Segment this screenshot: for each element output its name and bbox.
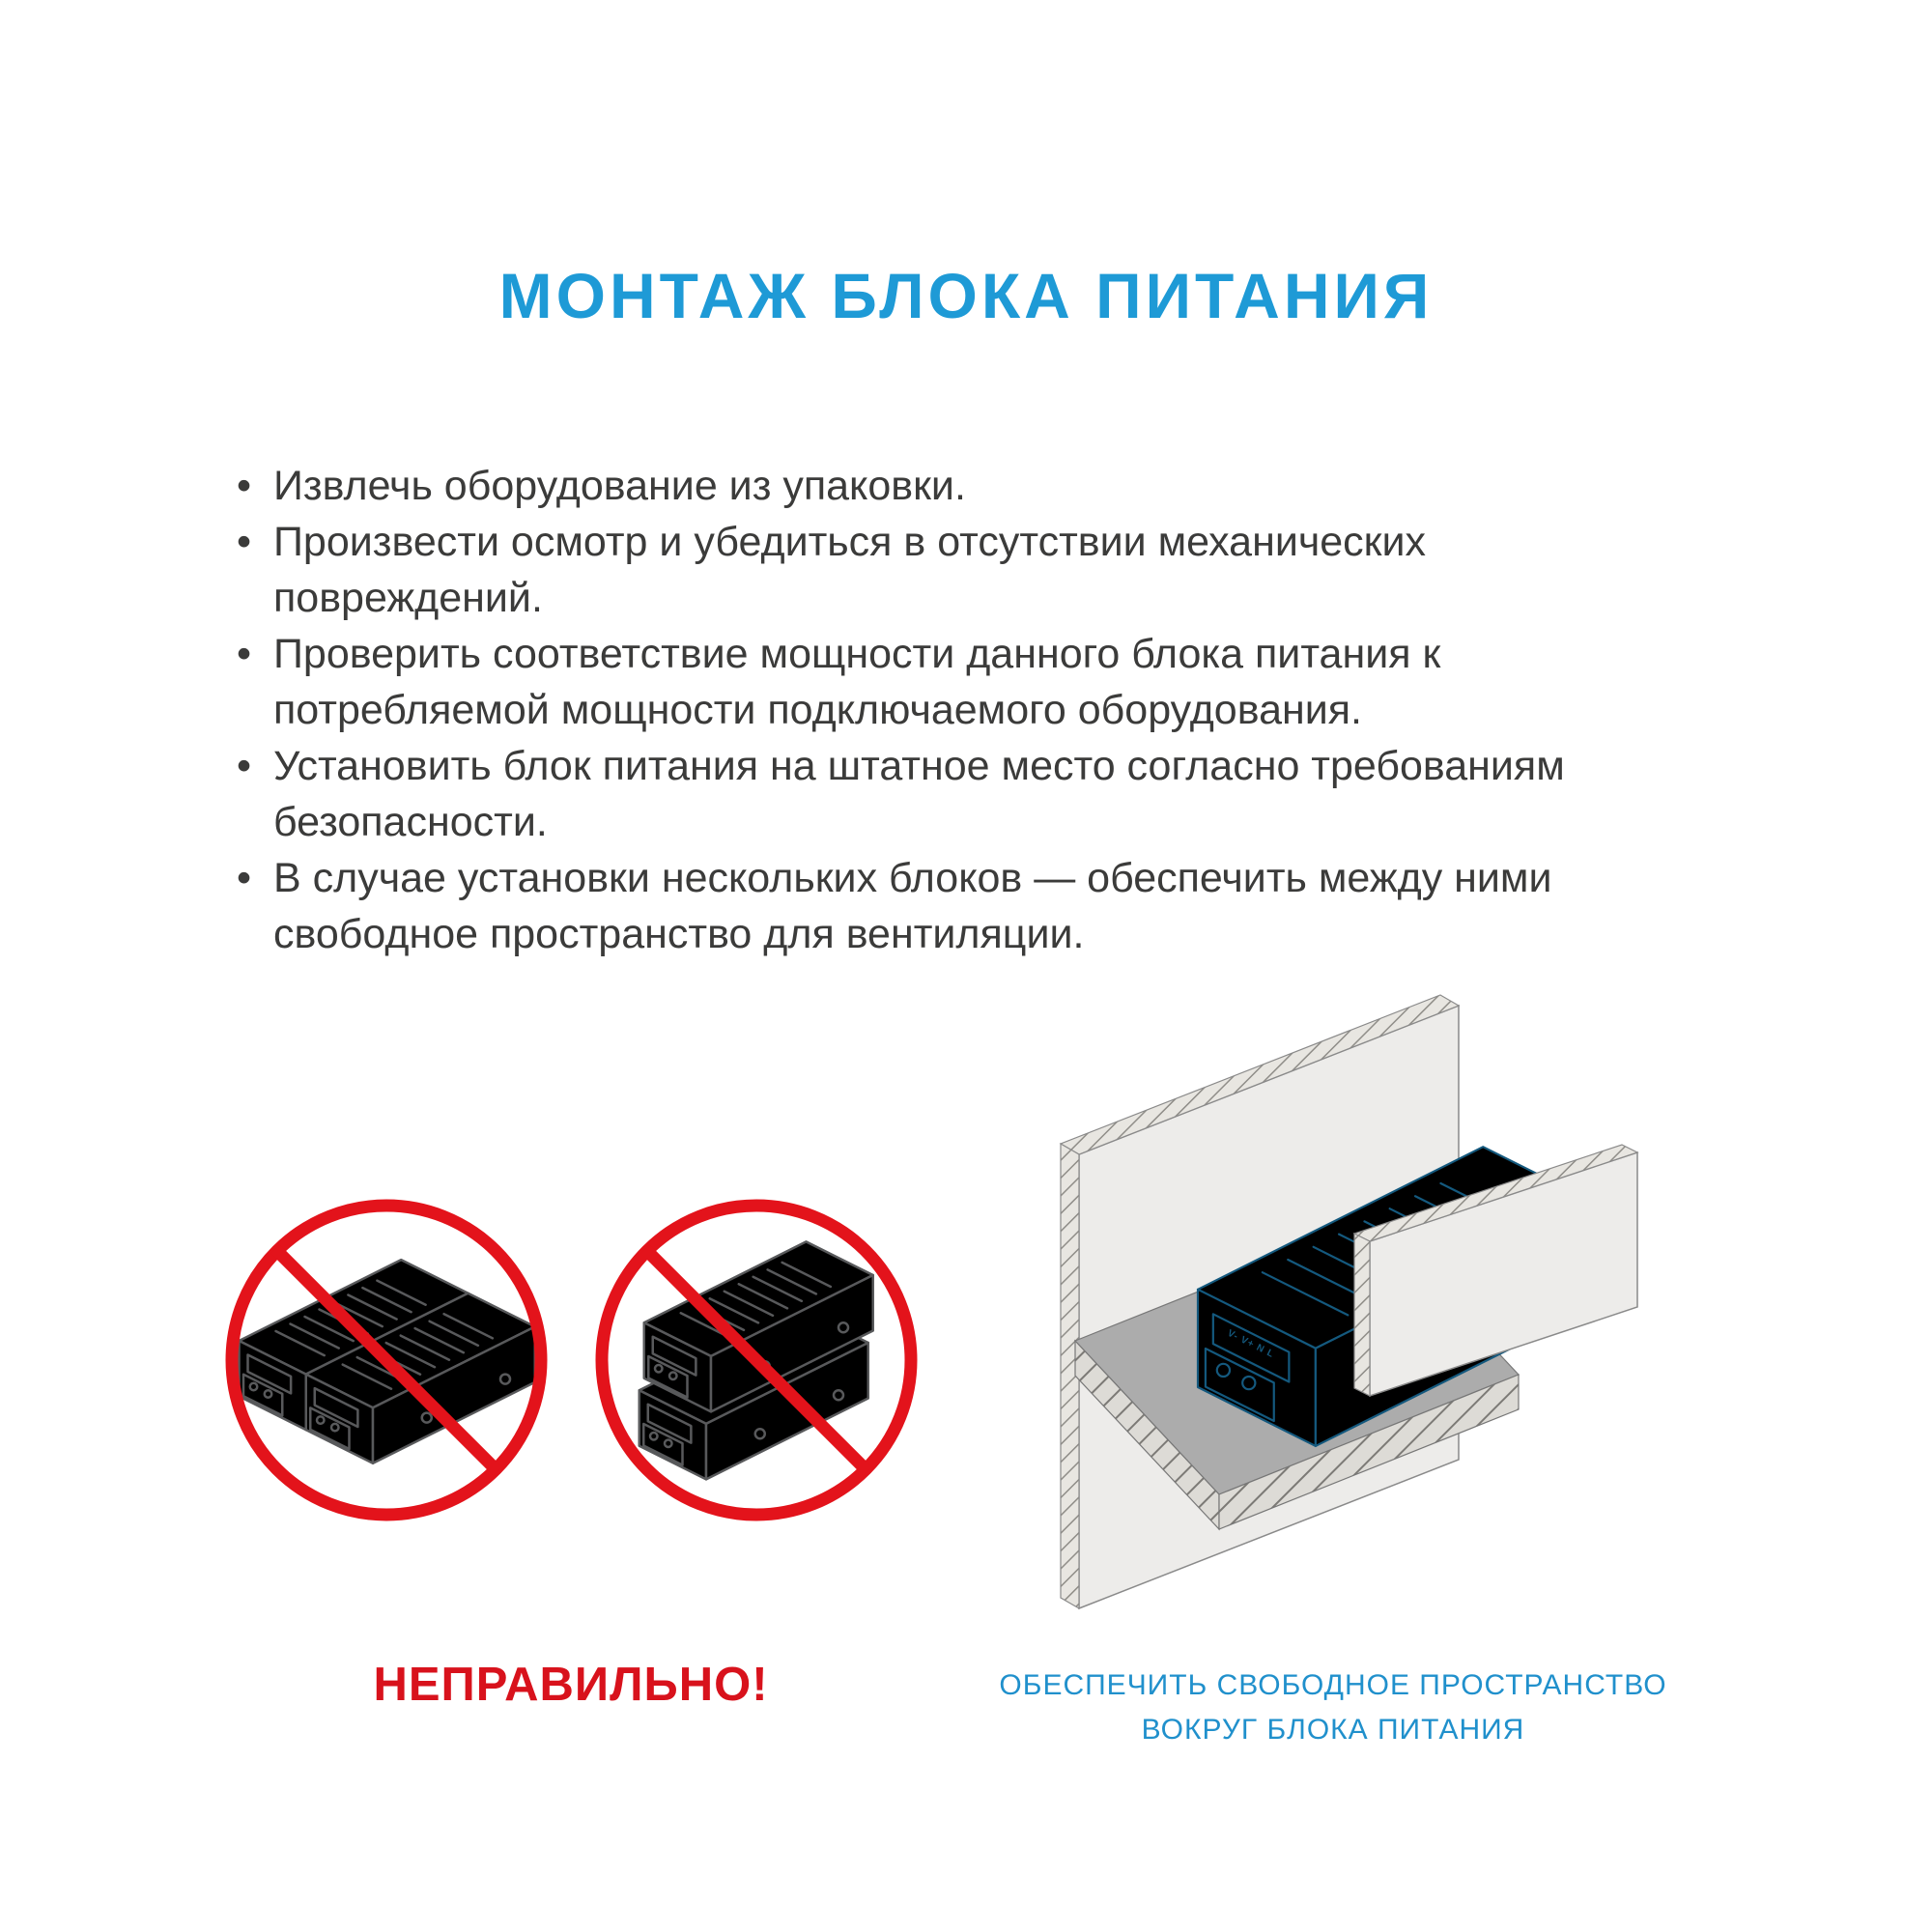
instruction-list — [235, 458, 1645, 962]
prohibited-stacked-figure — [587, 1191, 925, 1529]
page-title: МОНТАЖ БЛОКА ПИТАНИЯ — [498, 260, 1434, 331]
list-item: • Проверить соответствие мощности данного блока питания к потребляемой мощности подключаемого оборудования. — [235, 626, 1645, 738]
list-item: • В случае установки нескольких блоков — обеспечить между ними свободное пространство для вентиляции. — [235, 850, 1645, 962]
correct-installation-figure — [1024, 966, 1768, 1671]
psu-terminal-label: V- V+ N L — [1225, 1327, 1276, 1361]
correct-caption-line2: ВОКРУГ БЛОКА ПИТАНИЯ — [1141, 1714, 1525, 1746]
prohibited-side-by-side-figure — [217, 1191, 555, 1529]
wrong-label: НЕПРАВИЛЬНО! — [373, 1659, 769, 1711]
list-item: • Произвести осмотр и убедиться в отсутствии механических повреждений. — [235, 514, 1645, 626]
list-item: • Извлечь оборудование из упаковки. — [235, 458, 1645, 514]
correct-caption — [966, 1663, 1700, 1752]
correct-caption-line1: ОБЕСПЕЧИТЬ СВОБОДНОЕ ПРОСТРАНСТВО — [999, 1669, 1667, 1701]
list-item: • Установить блок питания на штатное место согласно требованиям безопасности. — [235, 738, 1645, 850]
